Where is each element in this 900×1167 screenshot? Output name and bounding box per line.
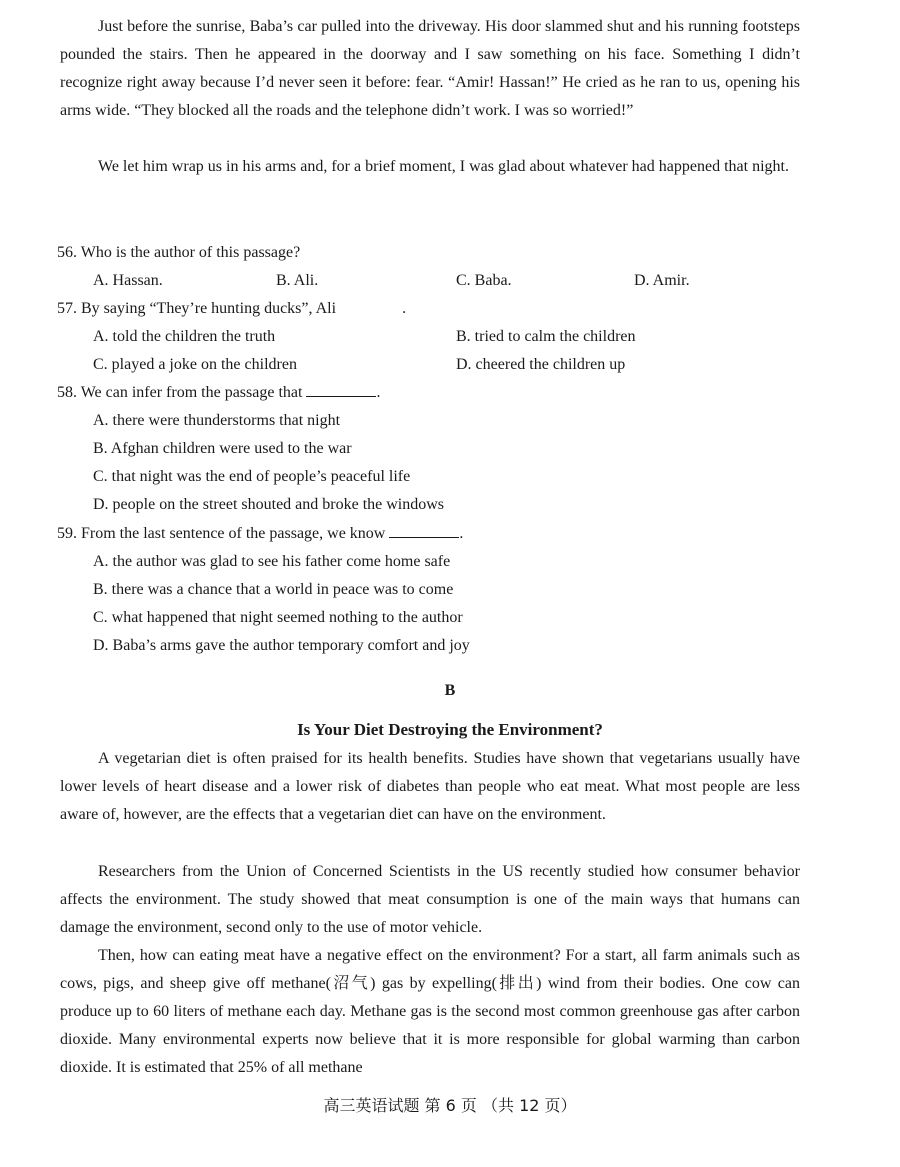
- passage-b-title: Is Your Diet Destroying the Environment?: [297, 720, 603, 739]
- question-59-option-a: A. the author was glad to see his father come home safe: [93, 553, 451, 570]
- question-58-option-b: B. Afghan children were used to the war: [93, 440, 352, 457]
- question-56-option-d: D. Amir.: [634, 272, 690, 289]
- question-57-blank: [340, 296, 402, 313]
- passage-a-paragraph-2: We let him wrap us in his arms and, for a brief moment, I was glad about whatever had happened that night.: [98, 158, 789, 175]
- question-58-stem-row: 58. We can infer from the passage that .: [57, 379, 380, 407]
- question-58-blank: [306, 380, 376, 397]
- question-56-stem: 56. Who is the author of this passage?: [57, 244, 301, 261]
- passage-b-paragraph-1: A vegetarian diet is often praised for its health benefits. Studies have shown that vegetarians usually have lower levels of heart disease and a lower risk of diabetes than people who eat meat. What most people are less aware of, however, are the effects that a vegetarian diet can have on the environment.: [60, 750, 800, 823]
- question-59-option-c: C. what happened that night seemed nothing to the author: [93, 609, 463, 626]
- page-footer: 高三英语试题 第 6 页 （共 12 页）: [323, 1096, 577, 1115]
- question-59-option-d: D. Baba’s arms gave the author temporary comfort and joy: [93, 637, 470, 654]
- question-58-option-c: C. that night was the end of people’s peaceful life: [93, 468, 411, 485]
- question-57-option-c: C. played a joke on the children: [93, 356, 297, 373]
- question-57-stem: 57. By saying “They’re hunting ducks”, Ali: [57, 300, 337, 317]
- question-58-stem: 58. We can infer from the passage that: [57, 384, 303, 401]
- question-56-option-b: B. Ali.: [276, 272, 319, 289]
- question-57-stem-row: 57. By saying “They’re hunting ducks”, Ali .: [57, 295, 406, 323]
- question-56-option-c: C. Baba.: [456, 272, 512, 289]
- question-57-option-b: B. tried to calm the children: [456, 328, 636, 345]
- question-58-option-d: D. people on the street shouted and broke the windows: [93, 496, 445, 513]
- question-57-option-a: A. told the children the truth: [93, 328, 276, 345]
- question-59-blank: [389, 521, 459, 538]
- passage-b-paragraph-2: Researchers from the Union of Concerned Scientists in the US recently studied how consumer behavior affects the environment. The study showed that meat consumption is one of the main ways that humans can damage the environment, second only to the use of motor vehicle.: [60, 863, 800, 936]
- question-57-option-d: D. cheered the children up: [456, 356, 626, 373]
- question-56-option-a: A. Hassan.: [93, 272, 163, 289]
- question-59-stem-row: 59. From the last sentence of the passage, we know .: [57, 520, 463, 548]
- question-58-option-a: A. there were thunderstorms that night: [93, 412, 341, 429]
- passage-a-paragraph-1: Just before the sunrise, Baba’s car pulled into the driveway. His door slammed shut and his running footsteps pounded the stairs. Then he appeared in the doorway and I saw something on his face. Something I didn’t recognize right away because I’d never seen it before: fear. “Amir! Hassan!” He cried as he ran to us, opening his arms wide. “They blocked all the roads and the telephone didn’t work. I was so worried!”: [60, 18, 800, 119]
- question-59-stem: 59. From the last sentence of the passage, we know: [57, 525, 386, 542]
- question-59-option-b: B. there was a chance that a world in peace was to come: [93, 581, 454, 598]
- passage-b-paragraph-3: Then, how can eating meat have a negative effect on the environment? For a start, all farm animals such as cows, pigs, and sheep give off methane(沼气) gas by expelling(排出) wind from their bodies. One cow can produce up to 60 liters of methane each day. Methane gas is the second most common greenhouse gas after carbon dioxide. Many environmental experts now believe that it is more responsible for global warming than carbon dioxide. It is estimated that 25% of all methane: [60, 947, 800, 1076]
- section-letter: B: [444, 682, 456, 699]
